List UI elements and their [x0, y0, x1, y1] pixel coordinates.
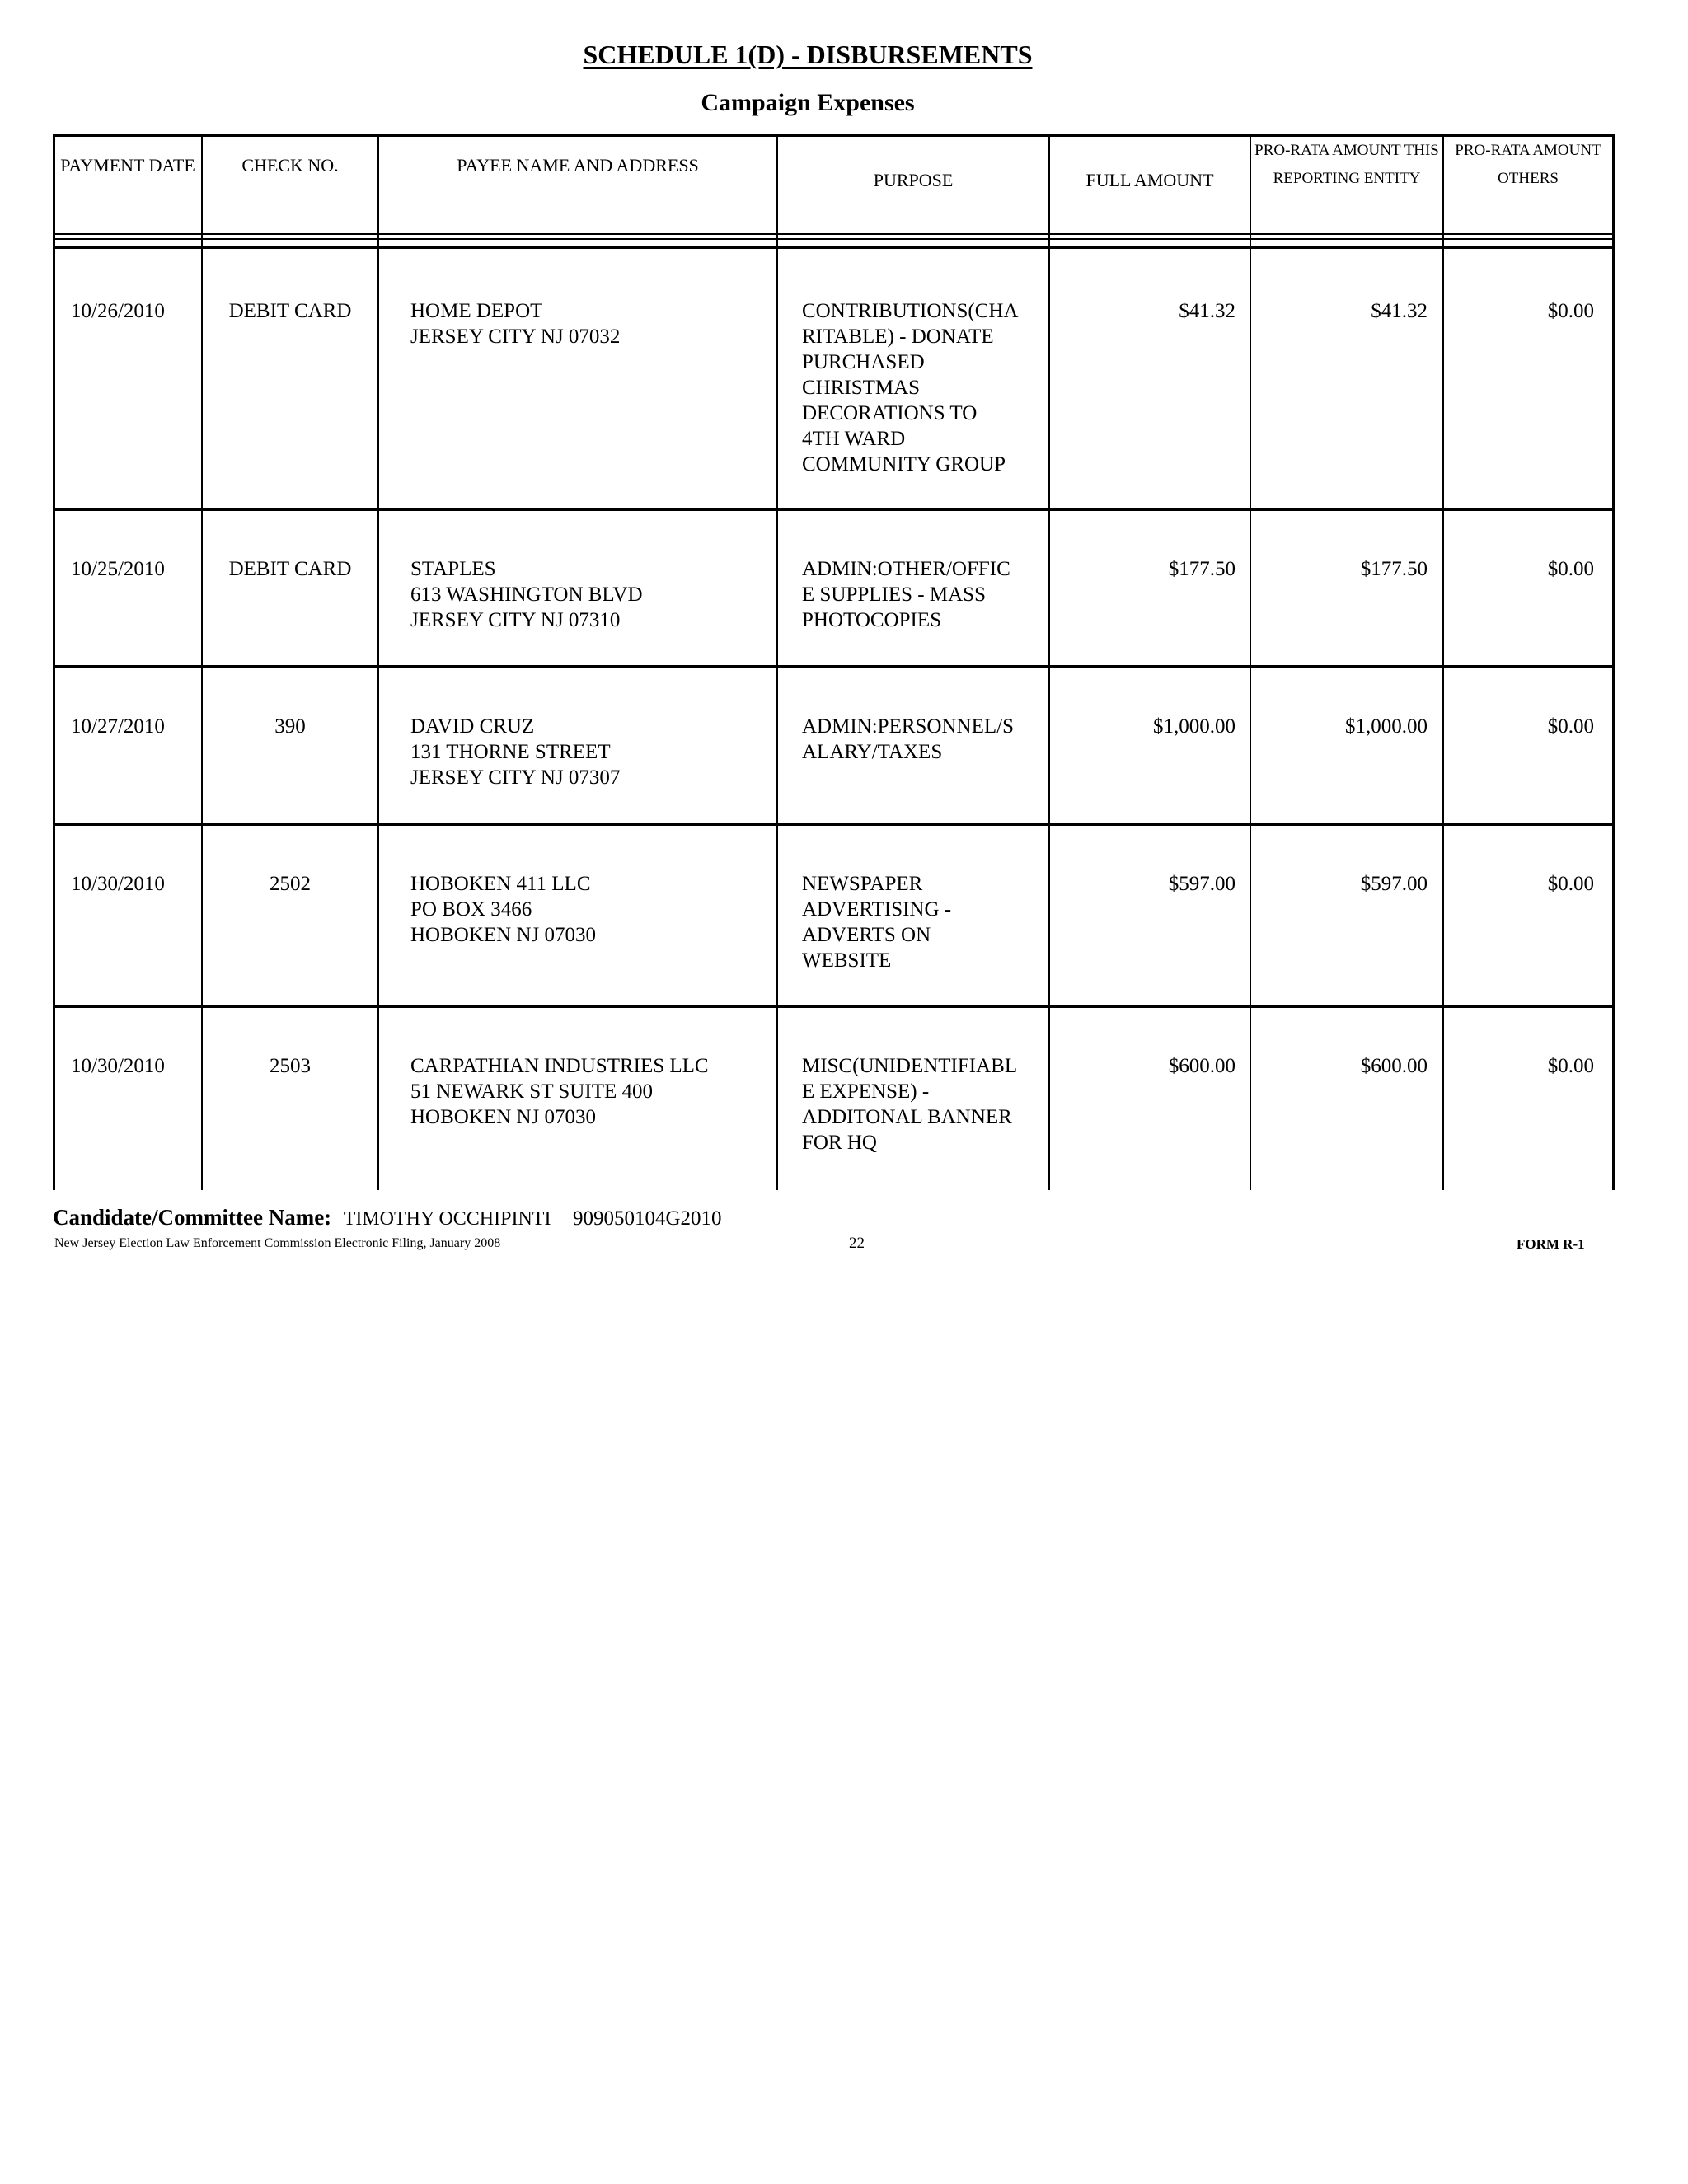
header-full-amount: FULL AMOUNT — [1085, 170, 1214, 190]
cell-purpose: NEWSPAPER ADVERTISING - ADVERTS ON WEBSITE — [802, 873, 952, 972]
page-subtitle: Campaign Expenses — [701, 89, 915, 116]
disbursements-table — [53, 134, 1615, 1190]
cell-full-amount: $1,000.00 — [1153, 715, 1236, 738]
column-border — [1612, 134, 1615, 1190]
cell-prorata-others: $0.00 — [1547, 873, 1594, 895]
cell-check: 2502 — [270, 873, 311, 895]
filer-id: 909050104G2010 — [572, 1207, 722, 1230]
header-rule-1 — [53, 233, 1615, 235]
row-divider — [53, 665, 1615, 668]
cell-payee: DAVID CRUZ 131 THORNE STREET JERSEY CITY NJ 07307 — [410, 715, 621, 789]
form-id: FORM R-1 — [1517, 1236, 1585, 1252]
committee-name-line — [53, 1205, 722, 1230]
cell-payee: HOBOKEN 411 LLC PO BOX 3466 HOBOKEN NJ 07030 — [410, 873, 596, 946]
cell-full-amount: $597.00 — [1168, 873, 1236, 895]
committee-name-value: TIMOTHY OCCHIPINTI — [343, 1208, 551, 1230]
cell-check: DEBIT CARD — [228, 558, 352, 580]
header-payment-date: PAYMENT DATE — [60, 155, 195, 176]
cell-prorata-entity: $597.00 — [1360, 873, 1428, 895]
column-border — [53, 134, 55, 1190]
commission-note: New Jersey Election Law Enforcement Commission Electronic Filing, January 2008 — [54, 1236, 501, 1250]
column-border — [377, 134, 379, 1190]
cell-payee: CARPATHIAN INDUSTRIES LLC 51 NEWARK ST SUITE 400 HOBOKEN NJ 07030 — [410, 1055, 709, 1128]
cell-purpose: ADMIN:OTHER/OFFIC E SUPPLIES - MASS PHOTOCOPIES — [802, 558, 1010, 631]
row-divider — [53, 508, 1615, 511]
cell-date: 10/26/2010 — [71, 300, 165, 322]
column-border — [1048, 134, 1050, 1190]
cell-full-amount: $41.32 — [1179, 300, 1236, 322]
header-payee: PAYEE NAME AND ADDRESS — [457, 155, 699, 176]
cell-prorata-entity: $1,000.00 — [1345, 715, 1428, 738]
header-purpose: PURPOSE — [873, 170, 954, 190]
cell-prorata-entity: $41.32 — [1371, 300, 1428, 322]
row-divider — [53, 823, 1615, 826]
cell-purpose: CONTRIBUTIONS(CHA RITABLE) - DONATE PURCHASED CHRISTMAS DECORATIONS TO 4TH WARD COMMUNITY GROUP — [802, 300, 1019, 476]
committee-name-label: Candidate/Committee Name: — [53, 1205, 332, 1230]
cell-full-amount: $600.00 — [1168, 1055, 1236, 1077]
cell-payee: STAPLES 613 WASHINGTON BLVD JERSEY CITY NJ 07310 — [410, 558, 643, 631]
cell-prorata-others: $0.00 — [1547, 558, 1594, 580]
column-border — [201, 134, 203, 1190]
header-rule-3 — [53, 246, 1615, 249]
cell-purpose: MISC(UNIDENTIFIABL E EXPENSE) - ADDITONAL BANNER FOR HQ — [802, 1055, 1018, 1154]
cell-date: 10/27/2010 — [71, 715, 165, 738]
column-border — [1250, 134, 1251, 1190]
cell-full-amount: $177.50 — [1168, 558, 1236, 580]
cell-payee: HOME DEPOT JERSEY CITY NJ 07032 — [410, 300, 621, 348]
header-rule-2 — [53, 238, 1615, 240]
cell-check: 2503 — [270, 1055, 311, 1077]
cell-date: 10/30/2010 — [71, 1055, 165, 1077]
header-prorata-entity: PRO-RATA AMOUNT THIS REPORTING ENTITY — [1254, 142, 1439, 187]
page-title: SCHEDULE 1(D) - DISBURSEMENTS — [583, 40, 1033, 69]
cell-check: 390 — [274, 715, 306, 738]
column-border — [776, 134, 778, 1190]
page-number: 22 — [849, 1235, 865, 1252]
cell-prorata-entity: $600.00 — [1360, 1055, 1428, 1077]
cell-purpose: ADMIN:PERSONNEL/S ALARY/TAXES — [802, 715, 1014, 763]
cell-prorata-others: $0.00 — [1547, 300, 1594, 322]
column-border — [1442, 134, 1444, 1190]
cell-prorata-entity: $177.50 — [1360, 558, 1428, 580]
cell-date: 10/25/2010 — [71, 558, 165, 580]
cell-prorata-others: $0.00 — [1547, 715, 1594, 738]
cell-check: DEBIT CARD — [228, 300, 352, 322]
header-prorata-others: PRO-RATA AMOUNT OTHERS — [1455, 142, 1601, 187]
header-check-no: CHECK NO. — [241, 155, 339, 176]
cell-prorata-others: $0.00 — [1547, 1055, 1594, 1077]
cell-date: 10/30/2010 — [71, 873, 165, 895]
row-divider — [53, 1005, 1615, 1008]
